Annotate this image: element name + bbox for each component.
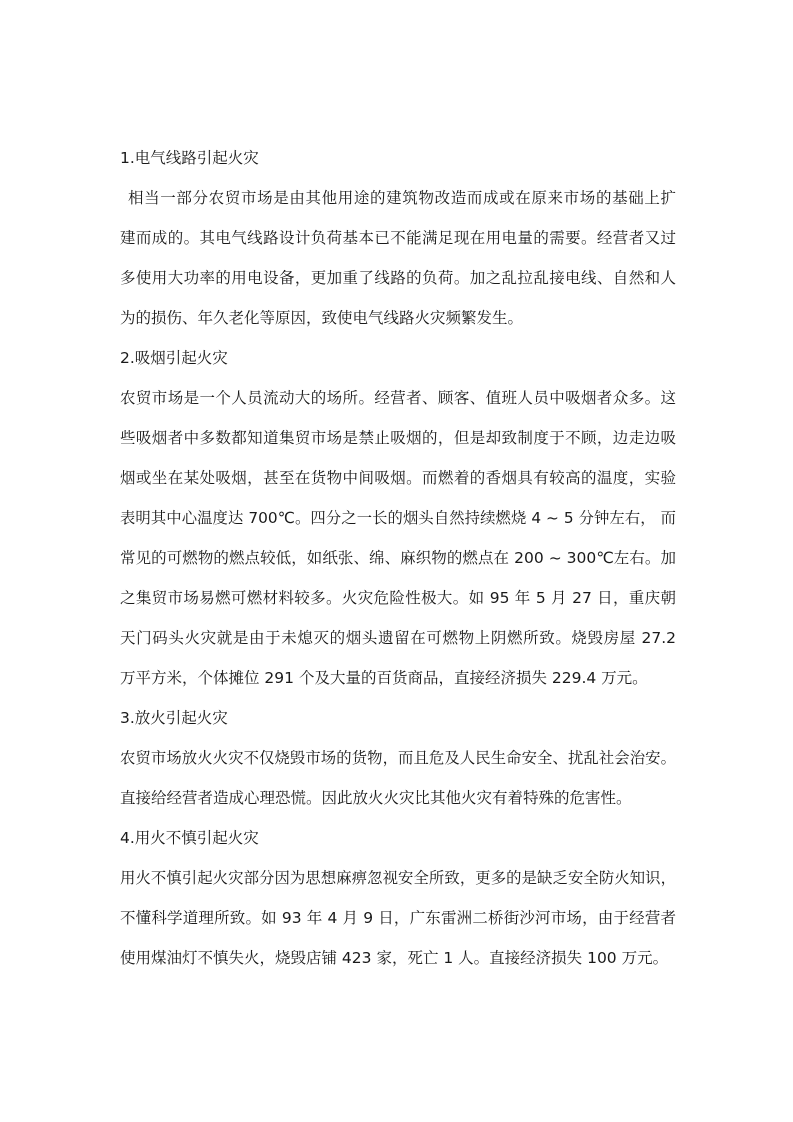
paragraph-line: 之集贸市场易燃可燃材料较多。火灾危险性极大。如 95 年 5 月 27 日，重庆朝 (120, 589, 676, 607)
paragraph-line: 为的损伤、年久老化等原因，致使电气线路火灾频繁发生。 (120, 309, 524, 327)
paragraph-line: 农贸市场放火火灾不仅烧毁市场的货物，而且危及人民生命安全、扰乱社会治安。 (120, 749, 676, 767)
paragraph-line: 相当一部分农贸市场是由其他用途的建筑物改造而成或在原来市场的基础上扩 (128, 189, 676, 207)
paragraph-line: 多使用大功率的用电设备，更加重了线路的负荷。加之乱拉乱接电线、自然和人 (120, 269, 676, 287)
paragraph-line: 不懂科学道理所致。如 93 年 4 月 9 日，广东雷洲二桥街沙河市场，由于经营者 (120, 909, 676, 927)
paragraph-line: 农贸市场是一个人员流动大的场所。经营者、顾客、值班人员中吸烟者众多。这 (120, 389, 676, 407)
paragraph-line: 直接给经营者造成心理恐慌。因此放火火灾比其他火灾有着特殊的危害性。 (120, 789, 632, 807)
paragraph-line: 建而成的。其电气线路设计负荷基本已不能满足现在用电量的需要。经营者又过 (120, 229, 676, 247)
section-heading: 4.用火不慎引起火灾 (120, 829, 259, 847)
paragraph-line: 万平方米，个体摊位 291 个及大量的百货商品，直接经济损失 229.4 万元。 (120, 669, 648, 687)
paragraph-line: 常见的可燃物的燃点较低，如纸张、绵、麻织物的燃点在 200 ~ 300℃左右。加 (120, 549, 676, 567)
paragraph-line: 用火不慎引起火灾部分因为思想麻痹忽视安全所致，更多的是缺乏安全防火知识， (120, 869, 676, 887)
paragraph-line: 烟或坐在某处吸烟，甚至在货物中间吸烟。而燃着的香烟具有较高的温度，实验 (120, 469, 676, 487)
section-heading: 3.放火引起火灾 (120, 709, 228, 727)
paragraph-line: 表明其中心温度达 700℃。四分之一长的烟头自然持续燃烧 4 ~ 5 分钟左右， 而 (120, 509, 676, 527)
paragraph-line: 使用煤油灯不慎失火，烧毁店铺 423 家，死亡 1 人。直接经济损失 100 万元。 (120, 949, 669, 967)
section-heading: 2.吸烟引起火灾 (120, 349, 228, 367)
document-body (120, 143, 676, 983)
paragraph-line: 天门码头火灾就是由于未熄灭的烟头遗留在可燃物上阴燃所致。烧毁房屋 27.2 (120, 629, 676, 647)
paragraph-line: 些吸烟者中多数都知道集贸市场是禁止吸烟的，但是却致制度于不顾，边走边吸 (120, 429, 676, 447)
section-heading: 1.电气线路引起火灾 (120, 149, 259, 167)
